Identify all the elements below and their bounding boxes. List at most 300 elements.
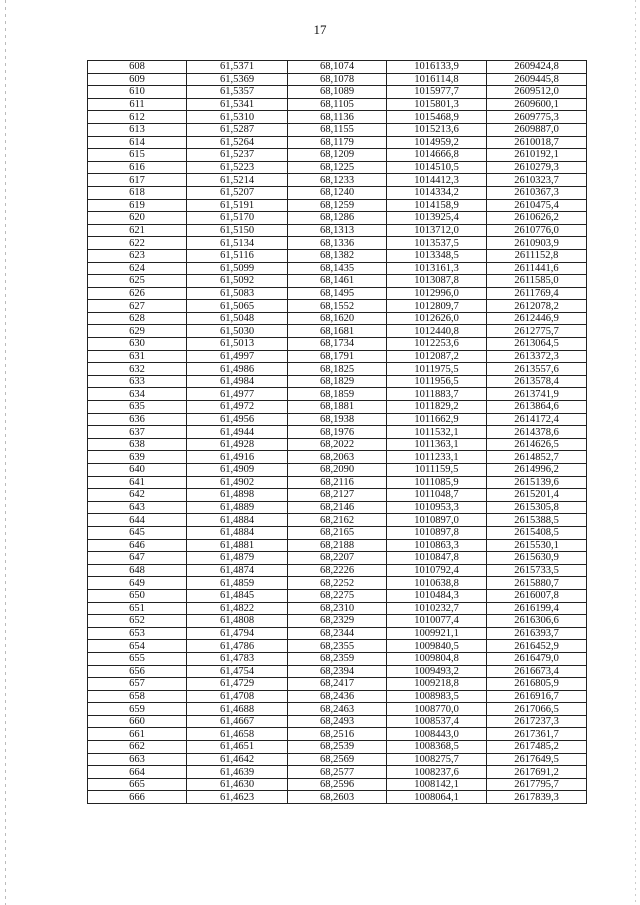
x-coordinate-cell: 1009218,8 (387, 678, 487, 691)
point-number-cell: 653 (88, 627, 187, 640)
latitude-cell: 61,4667 (187, 715, 288, 728)
table-row (88, 640, 587, 653)
longitude-cell: 68,1859 (288, 388, 387, 401)
longitude-cell: 68,2226 (288, 564, 387, 577)
longitude-cell: 68,1225 (288, 161, 387, 174)
longitude-cell: 68,1209 (288, 149, 387, 162)
latitude-cell: 61,4884 (187, 514, 288, 527)
point-number-cell: 657 (88, 678, 187, 691)
point-number-cell: 651 (88, 602, 187, 615)
latitude-cell: 61,4639 (187, 766, 288, 779)
longitude-cell: 68,1382 (288, 249, 387, 262)
point-number-cell: 611 (88, 98, 187, 111)
y-coordinate-cell: 2615530,1 (487, 539, 587, 552)
longitude-cell: 68,2090 (288, 464, 387, 477)
point-number-cell: 648 (88, 564, 187, 577)
table-row (88, 249, 587, 262)
latitude-cell: 61,5237 (187, 149, 288, 162)
x-coordinate-cell: 1010232,7 (387, 602, 487, 615)
latitude-cell: 61,5065 (187, 300, 288, 313)
point-number-cell: 618 (88, 186, 187, 199)
x-coordinate-cell: 1011662,9 (387, 413, 487, 426)
point-number-cell: 647 (88, 552, 187, 565)
longitude-cell: 68,2165 (288, 526, 387, 539)
table-row (88, 602, 587, 615)
latitude-cell: 61,5371 (187, 61, 288, 74)
x-coordinate-cell: 1013925,4 (387, 212, 487, 225)
longitude-cell: 68,2539 (288, 741, 387, 754)
y-coordinate-cell: 2610323,7 (487, 174, 587, 187)
latitude-cell: 61,5310 (187, 111, 288, 124)
y-coordinate-cell: 2615388,5 (487, 514, 587, 527)
x-coordinate-cell: 1008142,1 (387, 778, 487, 791)
x-coordinate-cell: 1012440,8 (387, 325, 487, 338)
x-coordinate-cell: 1008537,4 (387, 715, 487, 728)
table-row (88, 149, 587, 162)
y-coordinate-cell: 2616916,7 (487, 690, 587, 703)
y-coordinate-cell: 2609512,0 (487, 86, 587, 99)
table-row (88, 224, 587, 237)
table-row (88, 275, 587, 288)
table-row (88, 325, 587, 338)
longitude-cell: 68,1461 (288, 275, 387, 288)
latitude-cell: 61,5134 (187, 237, 288, 250)
longitude-cell: 68,1089 (288, 86, 387, 99)
longitude-cell: 68,1825 (288, 363, 387, 376)
x-coordinate-cell: 1015977,7 (387, 86, 487, 99)
point-number-cell: 654 (88, 640, 187, 653)
table-row (88, 111, 587, 124)
point-number-cell: 659 (88, 703, 187, 716)
x-coordinate-cell: 1010484,3 (387, 589, 487, 602)
point-number-cell: 660 (88, 715, 187, 728)
y-coordinate-cell: 2613372,3 (487, 350, 587, 363)
latitude-cell: 61,4623 (187, 791, 288, 804)
scan-edge-left (5, 0, 6, 905)
point-number-cell: 623 (88, 249, 187, 262)
longitude-cell: 68,1155 (288, 123, 387, 136)
longitude-cell: 68,1829 (288, 375, 387, 388)
longitude-cell: 68,2188 (288, 539, 387, 552)
x-coordinate-cell: 1015801,3 (387, 98, 487, 111)
point-number-cell: 609 (88, 73, 187, 86)
latitude-cell: 61,4879 (187, 552, 288, 565)
latitude-cell: 61,5264 (187, 136, 288, 149)
y-coordinate-cell: 2609445,8 (487, 73, 587, 86)
longitude-cell: 68,1881 (288, 401, 387, 414)
latitude-cell: 61,4928 (187, 438, 288, 451)
point-number-cell: 610 (88, 86, 187, 99)
latitude-cell: 61,5369 (187, 73, 288, 86)
point-number-cell: 628 (88, 312, 187, 325)
y-coordinate-cell: 2617237,3 (487, 715, 587, 728)
latitude-cell: 61,4984 (187, 375, 288, 388)
x-coordinate-cell: 1011829,2 (387, 401, 487, 414)
table-row (88, 413, 587, 426)
table-row (88, 778, 587, 791)
latitude-cell: 61,5191 (187, 199, 288, 212)
point-number-cell: 616 (88, 161, 187, 174)
point-number-cell: 655 (88, 652, 187, 665)
table-row (88, 161, 587, 174)
longitude-cell: 68,1336 (288, 237, 387, 250)
longitude-cell: 68,2207 (288, 552, 387, 565)
x-coordinate-cell: 1011048,7 (387, 489, 487, 502)
latitude-cell: 61,5092 (187, 275, 288, 288)
x-coordinate-cell: 1015468,9 (387, 111, 487, 124)
x-coordinate-cell: 1011159,5 (387, 464, 487, 477)
y-coordinate-cell: 2610626,2 (487, 212, 587, 225)
x-coordinate-cell: 1011883,7 (387, 388, 487, 401)
latitude-cell: 61,4794 (187, 627, 288, 640)
x-coordinate-cell: 1011956,5 (387, 375, 487, 388)
latitude-cell: 61,4972 (187, 401, 288, 414)
x-coordinate-cell: 1014334,2 (387, 186, 487, 199)
longitude-cell: 68,2022 (288, 438, 387, 451)
latitude-cell: 61,4708 (187, 690, 288, 703)
point-number-cell: 636 (88, 413, 187, 426)
longitude-cell: 68,1136 (288, 111, 387, 124)
y-coordinate-cell: 2610903,9 (487, 237, 587, 250)
x-coordinate-cell: 1016114,8 (387, 73, 487, 86)
x-coordinate-cell: 1014666,8 (387, 149, 487, 162)
table-row (88, 375, 587, 388)
y-coordinate-cell: 2614172,4 (487, 413, 587, 426)
y-coordinate-cell: 2615630,9 (487, 552, 587, 565)
longitude-cell: 68,2146 (288, 501, 387, 514)
y-coordinate-cell: 2613064,5 (487, 338, 587, 351)
point-number-cell: 641 (88, 476, 187, 489)
longitude-cell: 68,2252 (288, 577, 387, 590)
y-coordinate-cell: 2613578,4 (487, 375, 587, 388)
x-coordinate-cell: 1016133,9 (387, 61, 487, 74)
y-coordinate-cell: 2611152,8 (487, 249, 587, 262)
point-number-cell: 624 (88, 262, 187, 275)
y-coordinate-cell: 2611769,4 (487, 287, 587, 300)
latitude-cell: 61,5214 (187, 174, 288, 187)
point-number-cell: 650 (88, 589, 187, 602)
y-coordinate-cell: 2610192,1 (487, 149, 587, 162)
y-coordinate-cell: 2614996,2 (487, 464, 587, 477)
table-row (88, 627, 587, 640)
table-row (88, 86, 587, 99)
scan-edge-right (635, 0, 636, 905)
y-coordinate-cell: 2610367,3 (487, 186, 587, 199)
latitude-cell: 61,4956 (187, 413, 288, 426)
point-number-cell: 625 (88, 275, 187, 288)
page-number: 17 (313, 22, 327, 37)
latitude-cell: 61,4881 (187, 539, 288, 552)
y-coordinate-cell: 2614852,7 (487, 451, 587, 464)
y-coordinate-cell: 2615408,5 (487, 526, 587, 539)
latitude-cell: 61,4884 (187, 526, 288, 539)
latitude-cell: 61,4688 (187, 703, 288, 716)
y-coordinate-cell: 2616306,6 (487, 615, 587, 628)
y-coordinate-cell: 2611441,6 (487, 262, 587, 275)
longitude-cell: 68,2463 (288, 703, 387, 716)
latitude-cell: 61,4902 (187, 476, 288, 489)
y-coordinate-cell: 2611585,0 (487, 275, 587, 288)
x-coordinate-cell: 1012809,7 (387, 300, 487, 313)
x-coordinate-cell: 1010077,4 (387, 615, 487, 628)
longitude-cell: 68,2127 (288, 489, 387, 502)
point-number-cell: 630 (88, 338, 187, 351)
y-coordinate-cell: 2616673,4 (487, 665, 587, 678)
y-coordinate-cell: 2616452,9 (487, 640, 587, 653)
x-coordinate-cell: 1014158,9 (387, 199, 487, 212)
longitude-cell: 68,2516 (288, 728, 387, 741)
longitude-cell: 68,1074 (288, 61, 387, 74)
point-number-cell: 662 (88, 741, 187, 754)
x-coordinate-cell: 1010847,8 (387, 552, 487, 565)
latitude-cell: 61,4944 (187, 426, 288, 439)
longitude-cell: 68,2275 (288, 589, 387, 602)
y-coordinate-cell: 2615201,4 (487, 489, 587, 502)
x-coordinate-cell: 1013087,8 (387, 275, 487, 288)
latitude-cell: 61,4783 (187, 652, 288, 665)
longitude-cell: 68,2310 (288, 602, 387, 615)
latitude-cell: 61,4729 (187, 678, 288, 691)
latitude-cell: 61,5341 (187, 98, 288, 111)
y-coordinate-cell: 2615733,5 (487, 564, 587, 577)
latitude-cell: 61,4997 (187, 350, 288, 363)
y-coordinate-cell: 2617649,5 (487, 753, 587, 766)
table-row (88, 489, 587, 502)
table-row (88, 703, 587, 716)
y-coordinate-cell: 2613864,6 (487, 401, 587, 414)
longitude-cell: 68,2329 (288, 615, 387, 628)
latitude-cell: 61,5150 (187, 224, 288, 237)
y-coordinate-cell: 2616805,9 (487, 678, 587, 691)
latitude-cell: 61,4630 (187, 778, 288, 791)
x-coordinate-cell: 1011975,5 (387, 363, 487, 376)
latitude-cell: 61,5116 (187, 249, 288, 262)
y-coordinate-cell: 2617361,7 (487, 728, 587, 741)
longitude-cell: 68,1179 (288, 136, 387, 149)
latitude-cell: 61,4822 (187, 602, 288, 615)
table-row (88, 438, 587, 451)
table-row (88, 791, 587, 804)
table-row (88, 123, 587, 136)
table-row (88, 753, 587, 766)
longitude-cell: 68,2394 (288, 665, 387, 678)
longitude-cell: 68,2596 (288, 778, 387, 791)
point-number-cell: 632 (88, 363, 187, 376)
point-number-cell: 627 (88, 300, 187, 313)
table-row (88, 61, 587, 74)
table-row (88, 136, 587, 149)
longitude-cell: 68,1495 (288, 287, 387, 300)
x-coordinate-cell: 1009493,2 (387, 665, 487, 678)
longitude-cell: 68,1681 (288, 325, 387, 338)
x-coordinate-cell: 1013537,5 (387, 237, 487, 250)
point-number-cell: 635 (88, 401, 187, 414)
x-coordinate-cell: 1010953,3 (387, 501, 487, 514)
longitude-cell: 68,1078 (288, 73, 387, 86)
table-row (88, 526, 587, 539)
table-row (88, 212, 587, 225)
table-row (88, 98, 587, 111)
x-coordinate-cell: 1008237,6 (387, 766, 487, 779)
longitude-cell: 68,2577 (288, 766, 387, 779)
longitude-cell: 68,1233 (288, 174, 387, 187)
point-number-cell: 652 (88, 615, 187, 628)
y-coordinate-cell: 2609887,0 (487, 123, 587, 136)
x-coordinate-cell: 1011233,1 (387, 451, 487, 464)
y-coordinate-cell: 2615880,7 (487, 577, 587, 590)
x-coordinate-cell: 1008983,5 (387, 690, 487, 703)
longitude-cell: 68,1105 (288, 98, 387, 111)
x-coordinate-cell: 1009804,8 (387, 652, 487, 665)
longitude-cell: 68,2344 (288, 627, 387, 640)
y-coordinate-cell: 2612446,9 (487, 312, 587, 325)
latitude-cell: 61,4786 (187, 640, 288, 653)
table-row (88, 690, 587, 703)
y-coordinate-cell: 2616007,8 (487, 589, 587, 602)
point-number-cell: 665 (88, 778, 187, 791)
table-row (88, 728, 587, 741)
longitude-cell: 68,1313 (288, 224, 387, 237)
table-row (88, 338, 587, 351)
point-number-cell: 612 (88, 111, 187, 124)
table-row (88, 615, 587, 628)
latitude-cell: 61,5223 (187, 161, 288, 174)
y-coordinate-cell: 2617839,3 (487, 791, 587, 804)
point-number-cell: 638 (88, 438, 187, 451)
table-row (88, 287, 587, 300)
longitude-cell: 68,2569 (288, 753, 387, 766)
longitude-cell: 68,1259 (288, 199, 387, 212)
table-row (88, 539, 587, 552)
point-number-cell: 626 (88, 287, 187, 300)
x-coordinate-cell: 1010863,3 (387, 539, 487, 552)
x-coordinate-cell: 1013161,3 (387, 262, 487, 275)
table-row (88, 401, 587, 414)
longitude-cell: 68,1435 (288, 262, 387, 275)
latitude-cell: 61,4845 (187, 589, 288, 602)
point-number-cell: 614 (88, 136, 187, 149)
y-coordinate-cell: 2612078,2 (487, 300, 587, 313)
x-coordinate-cell: 1014959,2 (387, 136, 487, 149)
point-number-cell: 621 (88, 224, 187, 237)
coordinates-table-body (88, 61, 587, 804)
point-number-cell: 645 (88, 526, 187, 539)
x-coordinate-cell: 1012626,0 (387, 312, 487, 325)
point-number-cell: 637 (88, 426, 187, 439)
latitude-cell: 61,4642 (187, 753, 288, 766)
y-coordinate-cell: 2609775,3 (487, 111, 587, 124)
table-row (88, 186, 587, 199)
latitude-cell: 61,4909 (187, 464, 288, 477)
table-row (88, 199, 587, 212)
y-coordinate-cell: 2613741,9 (487, 388, 587, 401)
latitude-cell: 61,4754 (187, 665, 288, 678)
x-coordinate-cell: 1014510,5 (387, 161, 487, 174)
table-row (88, 766, 587, 779)
x-coordinate-cell: 1010792,4 (387, 564, 487, 577)
x-coordinate-cell: 1011363,1 (387, 438, 487, 451)
y-coordinate-cell: 2617485,2 (487, 741, 587, 754)
longitude-cell: 68,2162 (288, 514, 387, 527)
latitude-cell: 61,5170 (187, 212, 288, 225)
table-row (88, 514, 587, 527)
longitude-cell: 68,1240 (288, 186, 387, 199)
table-row (88, 363, 587, 376)
table-row (88, 552, 587, 565)
point-number-cell: 633 (88, 375, 187, 388)
table-row (88, 388, 587, 401)
longitude-cell: 68,2493 (288, 715, 387, 728)
y-coordinate-cell: 2609424,8 (487, 61, 587, 74)
x-coordinate-cell: 1010897,8 (387, 526, 487, 539)
point-number-cell: 656 (88, 665, 187, 678)
table-row (88, 451, 587, 464)
latitude-cell: 61,4977 (187, 388, 288, 401)
table-row (88, 652, 587, 665)
longitude-cell: 68,2603 (288, 791, 387, 804)
x-coordinate-cell: 1013712,0 (387, 224, 487, 237)
x-coordinate-cell: 1012087,2 (387, 350, 487, 363)
y-coordinate-cell: 2616199,4 (487, 602, 587, 615)
x-coordinate-cell: 1010638,8 (387, 577, 487, 590)
y-coordinate-cell: 2609600,1 (487, 98, 587, 111)
latitude-cell: 61,4651 (187, 741, 288, 754)
point-number-cell: 631 (88, 350, 187, 363)
latitude-cell: 61,5207 (187, 186, 288, 199)
table-row (88, 350, 587, 363)
table-row (88, 300, 587, 313)
x-coordinate-cell: 1011532,1 (387, 426, 487, 439)
longitude-cell: 68,1286 (288, 212, 387, 225)
latitude-cell: 61,4808 (187, 615, 288, 628)
latitude-cell: 61,5099 (187, 262, 288, 275)
y-coordinate-cell: 2612775,7 (487, 325, 587, 338)
y-coordinate-cell: 2617795,7 (487, 778, 587, 791)
table-row (88, 577, 587, 590)
point-number-cell: 658 (88, 690, 187, 703)
table-row (88, 174, 587, 187)
x-coordinate-cell: 1008275,7 (387, 753, 487, 766)
x-coordinate-cell: 1012253,6 (387, 338, 487, 351)
x-coordinate-cell: 1012996,0 (387, 287, 487, 300)
table-row (88, 312, 587, 325)
y-coordinate-cell: 2617066,5 (487, 703, 587, 716)
point-number-cell: 643 (88, 501, 187, 514)
y-coordinate-cell: 2615139,6 (487, 476, 587, 489)
longitude-cell: 68,2116 (288, 476, 387, 489)
point-number-cell: 620 (88, 212, 187, 225)
longitude-cell: 68,1552 (288, 300, 387, 313)
latitude-cell: 61,4916 (187, 451, 288, 464)
latitude-cell: 61,4859 (187, 577, 288, 590)
point-number-cell: 622 (88, 237, 187, 250)
latitude-cell: 61,4658 (187, 728, 288, 741)
longitude-cell: 68,2436 (288, 690, 387, 703)
latitude-cell: 61,5083 (187, 287, 288, 300)
x-coordinate-cell: 1015213,6 (387, 123, 487, 136)
latitude-cell: 61,5013 (187, 338, 288, 351)
y-coordinate-cell: 2613557,6 (487, 363, 587, 376)
point-number-cell: 664 (88, 766, 187, 779)
point-number-cell: 644 (88, 514, 187, 527)
point-number-cell: 634 (88, 388, 187, 401)
table-row (88, 262, 587, 275)
table-row (88, 426, 587, 439)
latitude-cell: 61,4898 (187, 489, 288, 502)
latitude-cell: 61,4986 (187, 363, 288, 376)
x-coordinate-cell: 1009840,5 (387, 640, 487, 653)
y-coordinate-cell: 2615305,8 (487, 501, 587, 514)
